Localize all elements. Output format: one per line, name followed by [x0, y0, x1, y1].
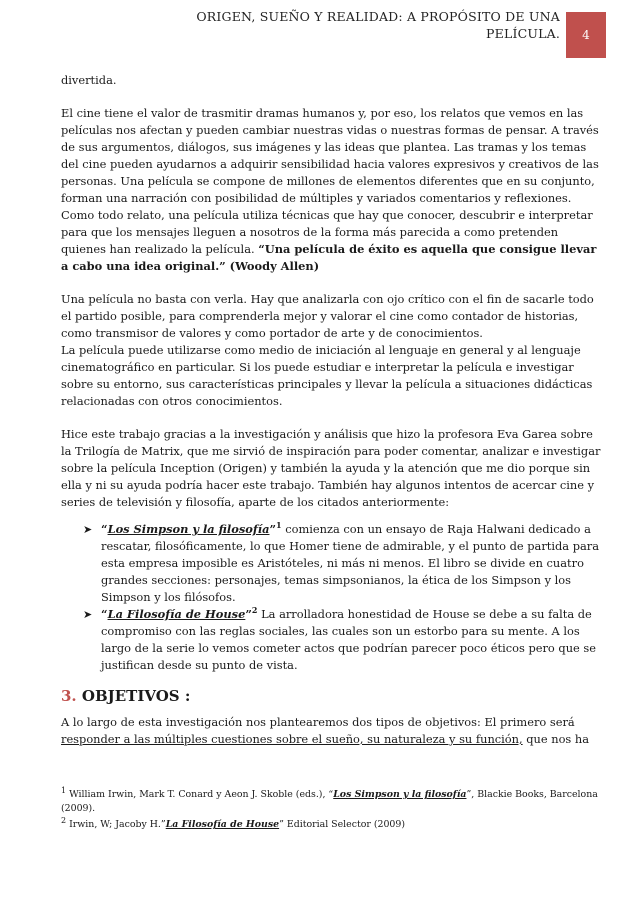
reference-title-simpsons: “Los Simpson y la filosofía”$^1$: [101, 520, 282, 536]
reference-text: La arrolladora honestidad de House se debe a su falta de compromiso con las reglas sociales, las cuales son un estorbo para su mente. A los largo de la serie lo vemos cometer actos que podrían parecer poco éticos pero que se justifican desde su punto de vista.: [101, 607, 596, 672]
paragraph-language: La película puede utilizarse como medio de iniciación al lenguaje en general y al lenguaje cinematográfico en particular. Si los puede estudiar e interpretar la película e investigar sobre su entorno, sus características principales y llevar la película a situaciones didácticas relacionadas con otros conocimientos.: [61, 343, 593, 408]
page-body: [61, 72, 606, 748]
footnote-2: $^2$ Irwin, W; Jacoby H.”La Filosofía de House” Editorial Selector (2009): [61, 815, 405, 830]
page-number-badge: [566, 12, 606, 58]
paragraph-analysis: Una película no basta con verla. Hay que analizarla con ojo crítico con el fin de sacarle todo el partido posible, para comprenderla mejor y valorar el cine como contador de historias, como transmisor de valores y como portador de arte y de conocimientos.: [61, 292, 594, 340]
woody-allen-quote: “Una película de éxito es aquella que consigue llevar a cabo una idea original.” (Woody Allen): [61, 242, 597, 273]
header-title-line2: PELÍCULA.: [486, 26, 560, 41]
header-title-line1: ORIGEN, SUEÑO Y REALIDAD: A PROPÓSITO DE UNA: [196, 9, 560, 24]
footnote-1: $^1$ William Irwin, Mark T. Conard y Aeon J. Skoble (eds.), “Los Simpson y la filosofía”, Blackie Books, Barcelona (2009).: [61, 785, 598, 814]
footnotes: [61, 785, 606, 832]
paragraph-continuation: divertida.: [61, 73, 117, 87]
paragraph-acknowledgement: Hice este trabajo gracias a la investigación y análisis que hizo la profesora Eva Garea sobre la Trilogía de Matrix, que me sirvió de inspiración para poder comentar, analizar e investigar sobre la película Inception (Origen) y también la ayuda y la atención que me dio porque sin ella y ni su ayuda podría hacer este trabajo. También hay algunos intentos de acercar cine y series de televisión y filosofía, aparte de los citados anteriormente:: [61, 427, 601, 509]
reference-title-house: “La Filosofía de House”$^2$: [101, 605, 258, 621]
reference-text: comienza con un ensayo de Raja Halwani dedicado a rescatar, filosóficamente, lo que Homer tiene de admirable, y el punto de partida para esta empresa imposible es Aristóteles, ni más ni menos. El libro se divide en cuatro grandes secciones: personajes, temas simpsonianos, la ética de los Simpson y los Simpson y los filósofos.: [101, 522, 600, 604]
reference-list: [61, 521, 606, 674]
list-item: [83, 521, 606, 606]
list-item: [83, 606, 606, 674]
arrow-bullet-icon: ➤: [83, 608, 93, 621]
section-heading: [61, 686, 606, 706]
paragraph-cinema-text: El cine tiene el valor de trasmitir dramas humanos y, por eso, los relatos que vemos en las películas nos afectan y pueden cambiar nuestras vidas o nuestras formas de pensar. A través de sus argumentos, diálogos, sus imágenes y las ideas que plantea. Las tramas y los temas del cine pueden ayudarnos a adquirir sensibilidad hacia valores expresivos y creativos de las personas. Una película se compone de millones de elementos diferentes que en su conjunto, forman una narración con posibilidad de múltiples y variados comentarios y reflexiones. Como todo relato, una película utiliza técnicas que hay que conocer, descubrir e interpretar para que los mensajes lleguen a nosotros de la forma más parecida a como pretenden quienes han realizado la película.: [61, 106, 599, 256]
paragraph-objectives: A lo largo de esta investigación nos plantearemos dos tipos de objetivos: El primero será responder a las múltiples cuestiones sobre el sueño, su naturaleza y su función, que nos ha: [61, 715, 590, 746]
running-header: [60, 8, 560, 42]
section-number: 3.: [61, 687, 77, 705]
section-title: OBJETIVOS :: [76, 687, 191, 705]
paragraph-cinema-value: [61, 105, 606, 275]
underlined-phrase: responder a las múltiples cuestiones sobre el sueño, su naturaleza y su función,: [61, 732, 523, 746]
page-number: 4: [582, 28, 590, 42]
arrow-bullet-icon: ➤: [83, 523, 93, 536]
